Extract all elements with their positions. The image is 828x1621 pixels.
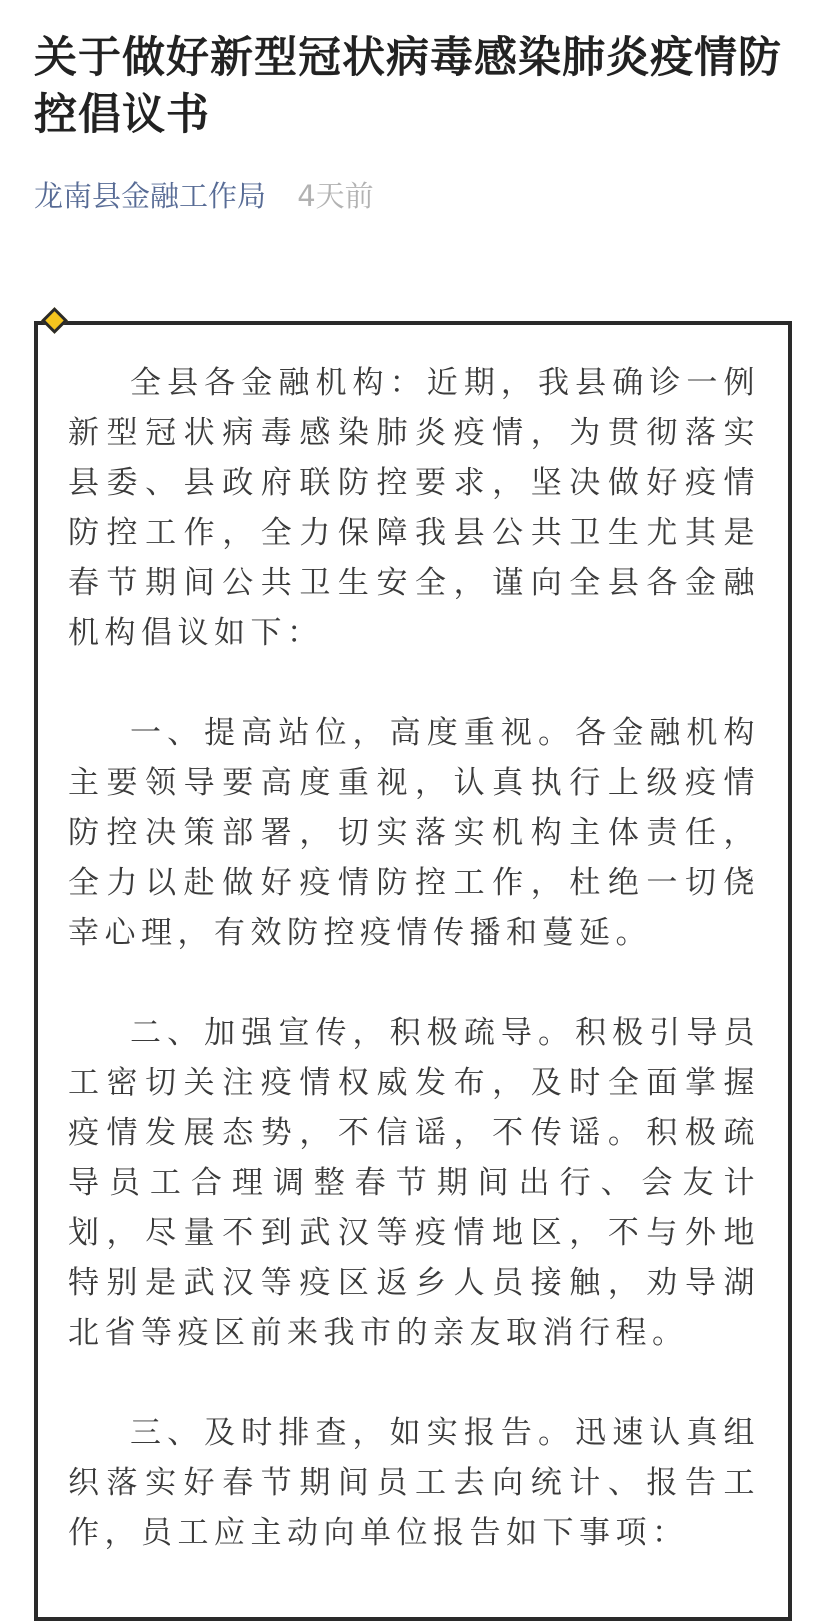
article-header: [34, 30, 794, 216]
author-link[interactable]: 龙南县金融工作局: [34, 179, 267, 213]
publish-time: 4天前: [297, 179, 374, 213]
paragraph-item-1: 一、提高站位，高度重视。各金融机构主要领导要高度重视，认真执行上级疫情防控决策部署，切实落实机构主体责任，全力以赴做好疫情防控工作，杜绝一切侥幸心理，有效防控疫情传播和蔓延。: [68, 715, 760, 951]
paragraph-item-2: 二、加强宣传，积极疏导。积极引导员工密切关注疫情权威发布，及时全面掌握疫情发展态势，不信谣，不传谣。积极疏导员工合理调整春节期间出行、会友计划，尽量不到武汉等疫情地区，不与外地特别是武汉等疫区返乡人员接触，劝导湖北省等疫区前来我市的亲友取消行程。: [68, 1015, 760, 1351]
paragraph-intro: 全县各金融机构：近期，我县确诊一例新型冠状病毒感染肺炎疫情，为贯彻落实县委、县政府联防控要求，坚决做好疫情防控工作，全力保障我县公共卫生尤其是春节期间公共卫生安全，谨向全县各金融机构倡议如下：: [68, 365, 760, 651]
content-frame: [34, 321, 792, 1621]
article-meta: [34, 176, 794, 216]
article-body: [68, 358, 760, 1608]
paragraph-item-3: 三、及时排查，如实报告。迅速认真组织落实好春节期间员工去向统计、报告工作，员工应主动向单位报告如下事项：: [68, 1415, 760, 1551]
page-title: 关于做好新型冠状病毒感染肺炎疫情防控倡议书: [34, 33, 782, 140]
